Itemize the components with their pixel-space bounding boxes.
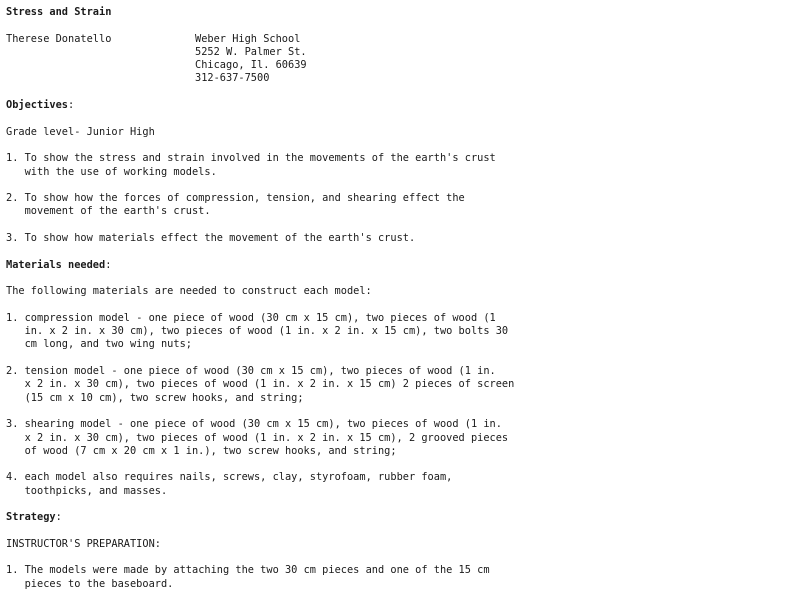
objective-item-3: 3. To show how materials effect the movement of the earth's crust. — [6, 232, 416, 245]
author-name: Therese Donatello — [6, 32, 112, 45]
school-name: Weber High School — [195, 32, 301, 45]
strategy-heading-line: Strategy: — [6, 511, 62, 524]
strategy-item-1: 1. The models were made by attaching the two 30 cm pieces and one of the 15 cm pieces to the baseboard. — [6, 564, 490, 590]
material-item-4: 4. each model also requires nails, screws, clay, styrofoam, rubber foam, toothpicks, and masses. — [6, 471, 453, 497]
school-phone: 312-637-7500 — [195, 72, 270, 85]
school-street: 5252 W. Palmer St. — [195, 45, 307, 58]
author-header — [6, 33, 796, 86]
school-address — [195, 33, 307, 86]
strategy-heading: Strategy — [6, 511, 56, 524]
material-item-1: 1. compression model - one piece of wood (30 cm x 15 cm), two pieces of wood (1 in. x 2 in. x 30 cm), two pieces of wood (1 in. x 2 in. x 15 cm), two bolts 30 cm long, and two wing nuts; — [6, 311, 509, 351]
materials-intro: The following materials are needed to construct each model: — [6, 285, 372, 298]
document — [6, 6, 796, 591]
materials-heading: Materials needed — [6, 258, 106, 271]
objectives-heading-line: Objectives: — [6, 99, 75, 112]
material-item-3: 3. shearing model - one piece of wood (30 cm x 15 cm), two pieces of wood (1 in. x 2 in. x 30 cm), two pieces of wood (1 in. x 2 in. x 15 cm), 2 grooved pieces of wood (7 cm x 20 cm x 1 in.), two screw hooks, and string; — [6, 418, 509, 457]
objective-item-1: 1. To show the stress and strain involved in the movements of the earth's crust with the use of working models. — [6, 152, 496, 178]
objective-item-2: 2. To show how the forces of compression, tension, and shearing effect the movement of the earth's crust. — [6, 192, 465, 218]
school-city: Chicago, Il. 60639 — [195, 59, 307, 72]
objectives-heading: Objectives — [6, 99, 68, 112]
document-title: Stress and Strain — [6, 6, 112, 18]
instructor-preparation: INSTRUCTOR'S PREPARATION: — [6, 537, 161, 550]
material-item-2: 2. tension model - one piece of wood (30 cm x 15 cm), two pieces of wood (1 in. x 2 in. x 30 cm), two pieces of wood (1 in. x 2 in. x 15 cm) 2 pieces of screen (15 cm x 10 cm), two screw hooks, and string; — [6, 365, 515, 404]
grade-level: Grade level- Junior High — [6, 125, 155, 138]
materials-heading-line: Materials needed: — [6, 258, 112, 271]
